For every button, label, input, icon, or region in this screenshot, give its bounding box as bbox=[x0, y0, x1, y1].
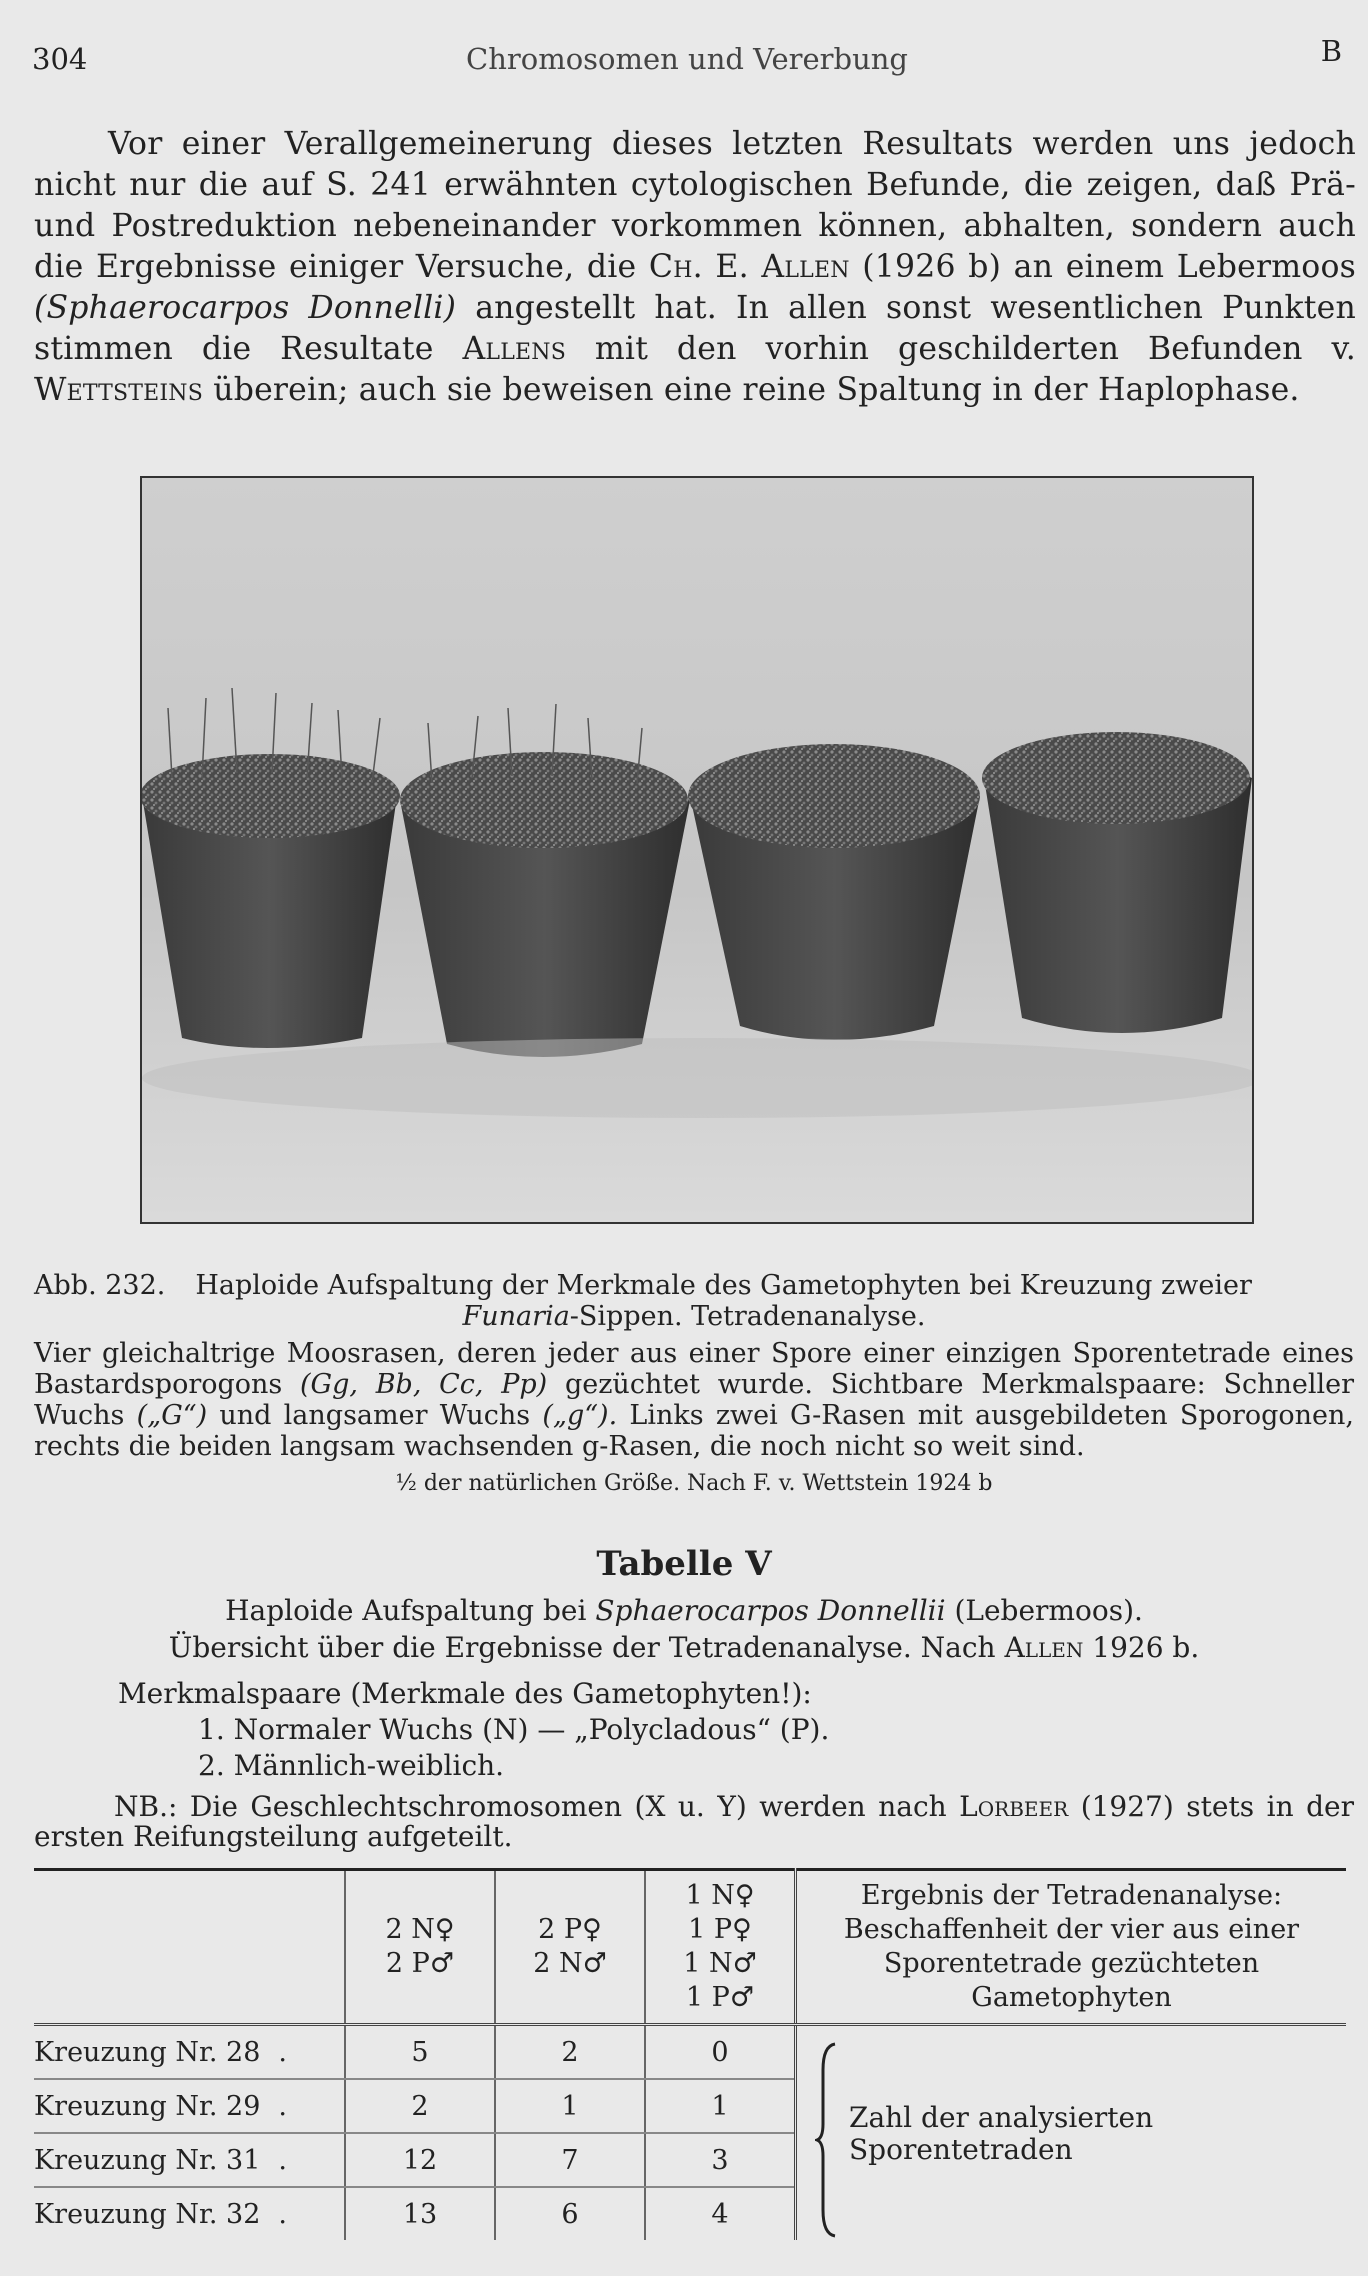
cell-value: 2 bbox=[495, 2025, 645, 2080]
figure-credit: ½ der natürlichen Größe. Nach F. v. Wettstein 1924 b bbox=[395, 1471, 993, 1496]
row-label: Kreuzung Nr. 32 bbox=[34, 2198, 261, 2230]
intro-text-2: (1926 b) an einem Lebermoos bbox=[849, 249, 1356, 285]
cell-value: 2 bbox=[345, 2079, 495, 2133]
moss-pots-illustration bbox=[142, 478, 1252, 1222]
page-number: 304 bbox=[32, 42, 88, 76]
author-allen: Ch. E. Allen bbox=[648, 249, 850, 285]
table-row: Kreuzung Nr. 28 . 5 2 0 Zahl der analysierten Sporentetraden bbox=[34, 2025, 1346, 2080]
species-name: (Sphaerocarpos Donnelli) bbox=[34, 290, 457, 326]
cell-value: 1 bbox=[645, 2079, 796, 2133]
cell-value: 0 bbox=[645, 2025, 796, 2080]
running-title: Chromosomen und Vererbung bbox=[466, 42, 908, 76]
intro-paragraph bbox=[34, 124, 1356, 411]
row-label: Kreuzung Nr. 29 bbox=[34, 2090, 261, 2122]
character-pairs: Merkmalspaare (Merkmale des Gametophyten!): 1. Normaler Wuchs (N) — „Polycladous“ (P). 2. Männlich-weiblich. bbox=[118, 1677, 830, 1782]
cell-value: 12 bbox=[345, 2133, 495, 2187]
table-row: Kreuzung Nr. 29 . 2 1 1 bbox=[34, 2079, 1346, 2133]
table-header-row bbox=[34, 1870, 1346, 2025]
table-row: Kreuzung Nr. 31 . 12 7 3 bbox=[34, 2133, 1346, 2187]
moss-pots-photograph bbox=[140, 476, 1254, 1224]
cell-value: 13 bbox=[345, 2187, 495, 2240]
cell-value: 5 bbox=[345, 2025, 495, 2080]
pot-4 bbox=[982, 732, 1252, 1033]
author-wettstein: Wettsteins bbox=[34, 372, 204, 408]
figure-label: Abb. 232. bbox=[34, 1270, 166, 1301]
row-label: Kreuzung Nr. 28 bbox=[34, 2036, 261, 2068]
cell-value: 6 bbox=[495, 2187, 645, 2240]
header-col-2: 2 P♀ 2 N♂ bbox=[495, 1870, 645, 2025]
page-header bbox=[32, 34, 1342, 82]
header-col-1: 2 N♀ 2 P♂ bbox=[345, 1870, 495, 2025]
figure-description: Vier gleichaltrige Moosrasen, deren jeder aus einer Spore einer einzigen Sporentetrade eines Bastardsporogons (Gg, Bb, Cc, Pp) gezüchtet wurde. Sichtbare Merkmalspaare: Schneller Wuchs („G“) und langsamer Wuchs („g“). Links zwei G-Rasen mit ausgebildeten Sporogonen, rechts die beiden langsam wachsenden g-Rasen, die noch nicht so weit sind. bbox=[34, 1338, 1355, 1462]
header-empty bbox=[34, 1870, 345, 2025]
figure-caption bbox=[34, 1270, 1354, 1499]
figure-title: Haploide Aufspaltung der Merkmale des Gametophyten bei Kreuzung zweier bbox=[195, 1270, 1252, 1301]
table-title: Tabelle V bbox=[596, 1544, 772, 1584]
tetrad-table bbox=[34, 1868, 1346, 2240]
figure-title-tail: -Sippen. Tetradenanalyse. bbox=[569, 1301, 926, 1332]
intro-text-1: Vor einer Verallgemeinerung dieses letzten Resultats werden uns jedoch nicht nur die auf S. 241 erwähnten cytologischen Befunde, die zeigen, daß Prä- und Postreduktion nebeneinander vorkommen können, abhalten, sondern auch die Ergebnisse einiger Versuche, die bbox=[34, 126, 1356, 285]
cell-value: 1 bbox=[495, 2079, 645, 2133]
table-row: Kreuzung Nr. 32 . 13 6 4 bbox=[34, 2187, 1346, 2240]
author-allens: Allens bbox=[462, 331, 566, 367]
table-subtitle: Haploide Aufspaltung bei Sphaerocarpos Donnellii (Lebermoos). Übersicht über die Ergebnisse der Tetradenanalyse. Nach Allen 1926 b. bbox=[168, 1594, 1200, 1664]
figure-title-italic: Funaria bbox=[462, 1301, 570, 1332]
curly-brace-icon bbox=[815, 2040, 839, 2240]
intro-text-3: angestellt hat. In allen sonst wesentlichen Punkten stimmen die Resultate bbox=[34, 290, 1356, 367]
brace-cell bbox=[796, 2025, 1347, 2241]
brace-label: Zahl der analysierten Sporentetraden bbox=[849, 2101, 1154, 2166]
cell-value: 4 bbox=[645, 2187, 796, 2240]
corner-letter: B bbox=[1320, 34, 1342, 68]
cell-value: 7 bbox=[495, 2133, 645, 2187]
row-label: Kreuzung Nr. 31 bbox=[34, 2144, 261, 2176]
header-col-4: Ergebnis der Tetradenanalyse: Beschaffenheit der vier aus einer Sporentetrade gezüchteten Gametophyten bbox=[796, 1870, 1347, 2025]
intro-text-4: mit den vorhin geschilderten Befunden v. bbox=[566, 331, 1356, 367]
cell-value: 3 bbox=[645, 2133, 796, 2187]
intro-text-5: überein; auch sie beweisen eine reine Spaltung in der Haplophase. bbox=[203, 372, 1300, 408]
header-col-3: 1 N♀ 1 P♀ 1 N♂ 1 P♂ bbox=[645, 1870, 796, 2025]
table-note: NB.: Die Geschlechtschromosomen (X u. Y) werden nach Lorbeer (1927) stets in der ersten Reifungsteilung aufgeteilt. bbox=[34, 1790, 1355, 1853]
